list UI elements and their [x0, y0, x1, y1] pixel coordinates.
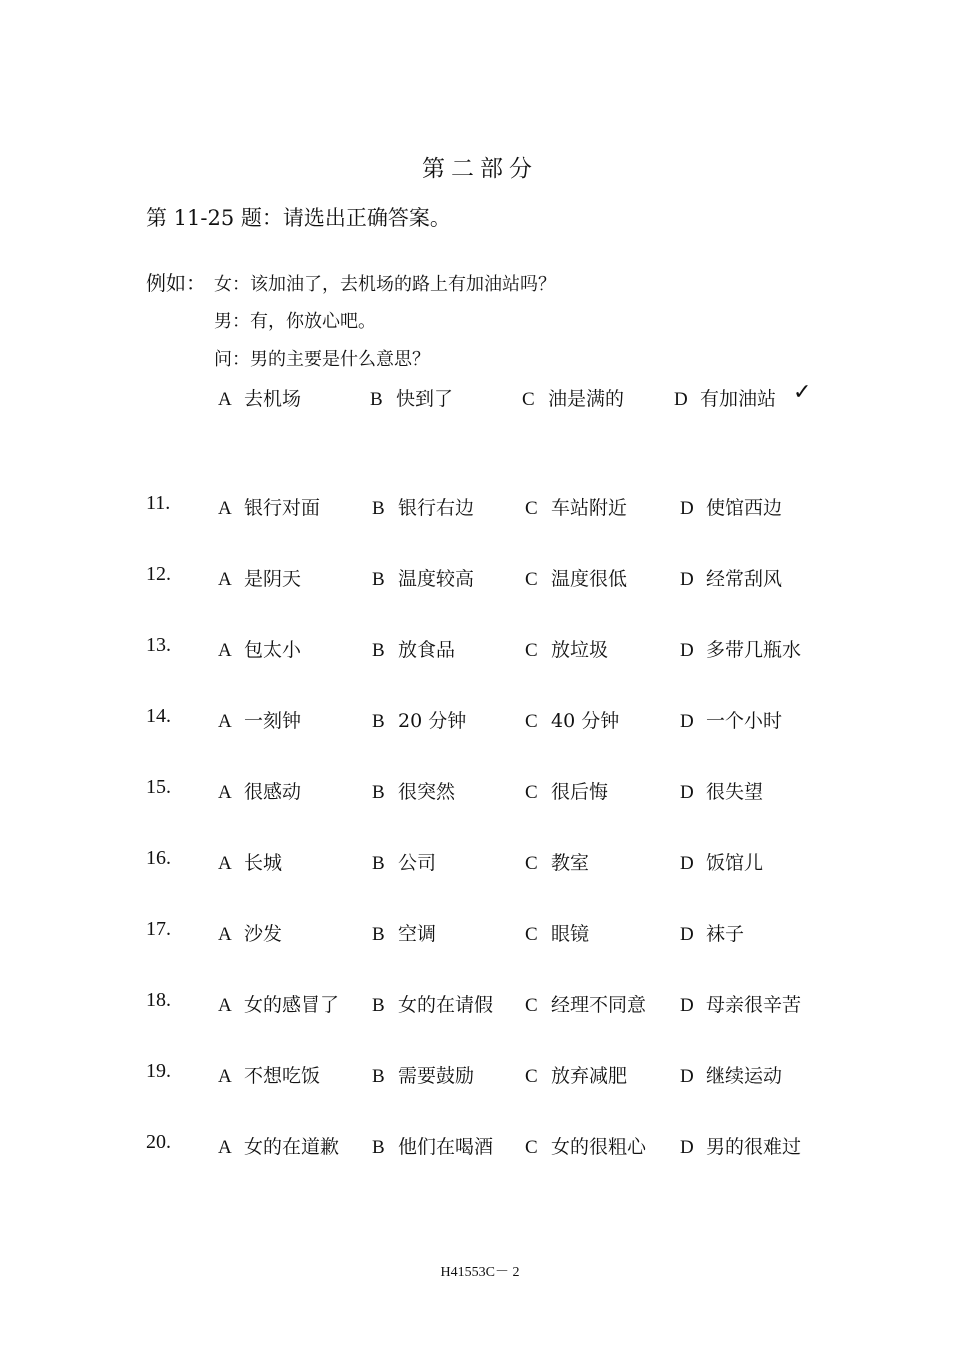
option-b[interactable]: [372, 564, 474, 591]
option-c[interactable]: [525, 493, 627, 520]
option-b[interactable]: [372, 990, 493, 1017]
example-label: 例如：: [146, 271, 206, 295]
option-b[interactable]: [372, 919, 436, 946]
question-number: 14.: [146, 705, 171, 727]
page-footer: H41553C－ 2: [440, 1265, 520, 1280]
option-c[interactable]: [525, 564, 627, 591]
option-letter: A: [218, 853, 232, 874]
option-c[interactable]: [525, 1061, 627, 1088]
option-text: 很突然: [398, 781, 456, 803]
option-text: 是阴天: [244, 568, 302, 590]
option-text: 需要鼓励: [398, 1065, 475, 1087]
option-d[interactable]: [680, 777, 763, 804]
option-b[interactable]: [372, 493, 474, 520]
option-b[interactable]: [372, 1061, 474, 1088]
option-text: 放食品: [398, 639, 456, 661]
option-text: 女的在道歉: [244, 1136, 340, 1158]
option-text: 继续运动: [706, 1065, 783, 1087]
option-d[interactable]: [680, 1132, 801, 1159]
option-a[interactable]: [218, 919, 282, 946]
option-letter: C: [525, 498, 538, 519]
option-text: 温度较高: [398, 568, 475, 590]
option-text: 银行右边: [398, 497, 475, 519]
option-letter: B: [372, 711, 385, 732]
option-letter: C: [525, 924, 538, 945]
option-letter: A: [218, 995, 232, 1016]
option-letter: A: [218, 924, 232, 945]
option-letter: B: [372, 853, 385, 874]
option-letter: D: [680, 1066, 694, 1087]
option-text: 快到了: [396, 388, 454, 410]
option-text: 他们在喝酒: [398, 1136, 494, 1158]
option-text: 温度很低: [551, 568, 628, 590]
option-letter: B: [372, 1066, 385, 1087]
option-c[interactable]: [525, 1132, 646, 1159]
option-b[interactable]: [372, 706, 466, 733]
option-text: 银行对面: [244, 497, 321, 519]
option-letter: B: [372, 924, 385, 945]
question-number: 16.: [146, 847, 171, 869]
option-letter: D: [680, 711, 694, 732]
option-letter: C: [525, 1137, 538, 1158]
option-a[interactable]: [218, 564, 301, 591]
option-letter: A: [218, 569, 232, 590]
option-letter: D: [680, 853, 694, 874]
option-letter: C: [525, 853, 538, 874]
option-text: 公司: [398, 852, 437, 874]
option-letter: A: [218, 640, 232, 661]
option-text: 去机场: [244, 388, 302, 410]
option-text: 不想吃饭: [244, 1065, 321, 1087]
question-number: 17.: [146, 918, 171, 940]
section-title: 第二部分: [422, 156, 538, 182]
option-letter: D: [680, 1137, 694, 1158]
option-d[interactable]: [680, 919, 744, 946]
option-letter: B: [372, 498, 385, 519]
option-text: 油是满的: [548, 388, 625, 410]
option-d[interactable]: [680, 635, 801, 662]
option-a[interactable]: [218, 777, 301, 804]
option-c[interactable]: [525, 706, 619, 733]
option-text: 使馆西边: [706, 497, 783, 519]
option-letter: B: [372, 782, 385, 803]
option-letter: D: [674, 389, 688, 410]
example-option-d[interactable]: [674, 384, 776, 411]
option-letter: C: [525, 711, 538, 732]
option-text: 空调: [398, 923, 437, 945]
option-letter: A: [218, 498, 232, 519]
option-a[interactable]: [218, 990, 339, 1017]
option-a[interactable]: [218, 706, 301, 733]
option-c[interactable]: [525, 635, 608, 662]
option-letter: B: [372, 569, 385, 590]
option-letter: C: [525, 995, 538, 1016]
option-text: 很失望: [706, 781, 764, 803]
option-b[interactable]: [372, 1132, 493, 1159]
option-d[interactable]: [680, 1061, 782, 1088]
option-text: 一刻钟: [244, 710, 302, 732]
question-number: 12.: [146, 563, 171, 585]
question-number: 20.: [146, 1131, 171, 1153]
option-text: 经理不同意: [551, 994, 647, 1016]
option-d[interactable]: [680, 706, 782, 733]
option-letter: C: [525, 640, 538, 661]
option-letter: D: [680, 924, 694, 945]
option-letter: D: [680, 569, 694, 590]
question-number: 19.: [146, 1060, 171, 1082]
option-text: 很感动: [244, 781, 302, 803]
check-mark-icon: ✓: [793, 380, 812, 405]
option-c[interactable]: [525, 919, 589, 946]
example-option-b[interactable]: [370, 384, 453, 411]
option-text: 女的感冒了: [244, 994, 340, 1016]
option-text: 车站附近: [551, 497, 628, 519]
option-text: 眼镜: [551, 923, 590, 945]
option-letter: A: [218, 389, 232, 410]
option-letter: C: [525, 1066, 538, 1087]
option-letter: C: [525, 782, 538, 803]
option-text: 经常刮风: [706, 568, 783, 590]
example-line-man: 男：有，你放心吧。: [214, 311, 376, 332]
option-text: 有加油站: [700, 388, 777, 410]
option-text: 男的很难过: [706, 1136, 802, 1158]
option-d[interactable]: [680, 493, 782, 520]
option-letter: B: [370, 389, 383, 410]
example-line-question: 问：男的主要是什么意思？: [214, 349, 430, 370]
option-c[interactable]: [525, 990, 646, 1017]
option-letter: C: [522, 389, 535, 410]
option-text: 放垃圾: [551, 639, 609, 661]
option-text: 沙发: [244, 923, 283, 945]
option-a[interactable]: [218, 1132, 339, 1159]
option-letter: D: [680, 640, 694, 661]
option-b[interactable]: [372, 848, 436, 875]
option-letter: D: [680, 782, 694, 803]
option-a[interactable]: [218, 848, 282, 875]
option-letter: D: [680, 995, 694, 1016]
option-text: 女的很粗心: [551, 1136, 647, 1158]
question-number: 15.: [146, 776, 171, 798]
question-number: 18.: [146, 989, 171, 1011]
option-text: 放弃减肥: [551, 1065, 628, 1087]
example-option-a[interactable]: [218, 384, 301, 411]
option-d[interactable]: [680, 990, 801, 1017]
example-line-woman: 女：该加油了，去机场的路上有加油站吗？: [214, 274, 556, 295]
option-a[interactable]: [218, 1061, 320, 1088]
option-c[interactable]: [525, 848, 589, 875]
option-d[interactable]: [680, 564, 782, 591]
option-a[interactable]: [218, 635, 301, 662]
option-b[interactable]: [372, 777, 455, 804]
option-text: 饭馆儿: [706, 852, 764, 874]
example-option-c[interactable]: [522, 384, 624, 411]
option-letter: B: [372, 995, 385, 1016]
option-text: 女的在请假: [398, 994, 494, 1016]
option-text: 母亲很辛苦: [706, 994, 802, 1016]
option-text: 包太小: [244, 639, 302, 661]
option-text: 一个小时: [706, 710, 783, 732]
option-letter: B: [372, 1137, 385, 1158]
option-letter: A: [218, 1066, 232, 1087]
option-b[interactable]: [372, 635, 455, 662]
option-letter: C: [525, 569, 538, 590]
question-number: 13.: [146, 634, 171, 656]
option-c[interactable]: [525, 777, 608, 804]
instruction-text: 第 11-25 题：请选出正确答案。: [146, 206, 451, 230]
option-letter: A: [218, 1137, 232, 1158]
question-number: 11.: [146, 492, 171, 514]
option-text: 20 分钟: [398, 710, 467, 732]
option-text: 袜子: [706, 923, 745, 945]
option-text: 长城: [244, 852, 283, 874]
option-text: 40 分钟: [551, 710, 620, 732]
option-text: 教室: [551, 852, 590, 874]
option-a[interactable]: [218, 493, 320, 520]
option-text: 很后悔: [551, 781, 609, 803]
option-letter: A: [218, 711, 232, 732]
option-d[interactable]: [680, 848, 763, 875]
option-letter: B: [372, 640, 385, 661]
option-text: 多带几瓶水: [706, 639, 802, 661]
option-letter: A: [218, 782, 232, 803]
option-letter: D: [680, 498, 694, 519]
